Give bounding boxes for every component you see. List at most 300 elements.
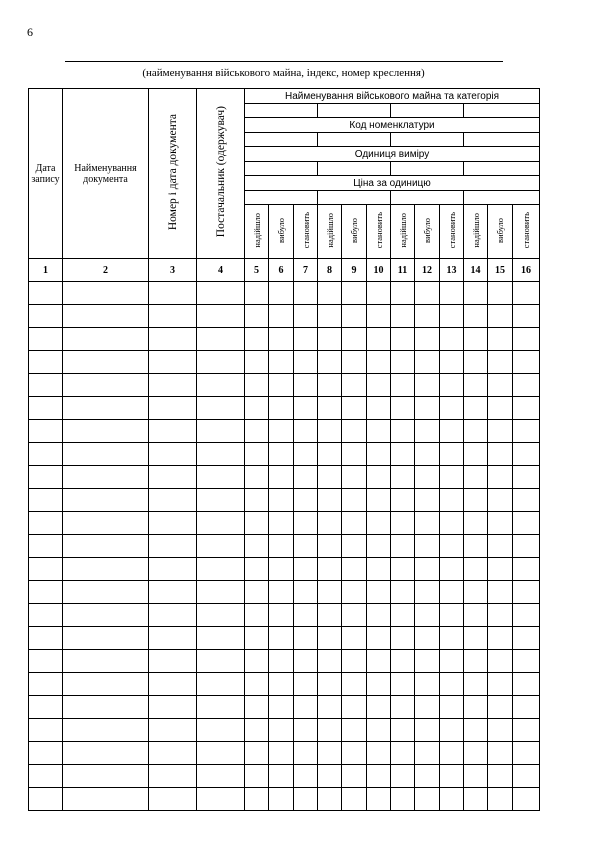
table-cell[interactable] — [342, 374, 367, 397]
table-cell[interactable] — [440, 581, 464, 604]
table-cell[interactable] — [440, 627, 464, 650]
table-cell[interactable] — [342, 420, 367, 443]
table-cell[interactable] — [513, 558, 540, 581]
table-cell[interactable] — [197, 535, 245, 558]
table-cell[interactable] — [149, 397, 197, 420]
table-cell[interactable] — [318, 512, 342, 535]
table-cell[interactable] — [342, 489, 367, 512]
table-cell[interactable] — [415, 788, 440, 811]
table-cell[interactable] — [513, 466, 540, 489]
table-cell[interactable] — [318, 466, 342, 489]
table-cell[interactable] — [63, 604, 149, 627]
table-cell[interactable] — [440, 558, 464, 581]
table-cell[interactable] — [464, 489, 488, 512]
table-cell[interactable] — [391, 742, 415, 765]
table-cell[interactable] — [63, 719, 149, 742]
table-cell[interactable] — [415, 351, 440, 374]
table-cell[interactable] — [391, 604, 415, 627]
table-cell[interactable] — [245, 489, 269, 512]
table-cell[interactable] — [488, 673, 513, 696]
table-cell[interactable] — [29, 397, 63, 420]
table-cell[interactable] — [391, 627, 415, 650]
table-cell[interactable] — [294, 512, 318, 535]
table-cell[interactable] — [63, 351, 149, 374]
table-cell[interactable] — [63, 443, 149, 466]
table-cell[interactable] — [63, 397, 149, 420]
table-cell[interactable] — [391, 673, 415, 696]
table-cell[interactable] — [391, 535, 415, 558]
table-cell[interactable] — [367, 397, 391, 420]
table-cell[interactable] — [294, 305, 318, 328]
table-cell[interactable] — [488, 512, 513, 535]
table-cell[interactable] — [342, 282, 367, 305]
table-cell[interactable] — [63, 788, 149, 811]
table-cell[interactable] — [513, 673, 540, 696]
table-cell[interactable] — [488, 489, 513, 512]
table-cell[interactable] — [149, 489, 197, 512]
table-cell[interactable] — [269, 604, 294, 627]
table-cell[interactable] — [318, 374, 342, 397]
table-cell[interactable] — [367, 466, 391, 489]
table-cell[interactable] — [197, 788, 245, 811]
table-cell[interactable] — [464, 650, 488, 673]
table-cell[interactable] — [29, 512, 63, 535]
table-cell[interactable] — [294, 351, 318, 374]
table-cell[interactable] — [367, 673, 391, 696]
table-cell[interactable] — [245, 788, 269, 811]
table-cell[interactable] — [488, 374, 513, 397]
table-cell[interactable] — [63, 282, 149, 305]
table-cell[interactable] — [294, 627, 318, 650]
table-cell[interactable] — [464, 696, 488, 719]
table-cell[interactable] — [29, 282, 63, 305]
table-cell[interactable] — [488, 466, 513, 489]
table-cell[interactable] — [464, 420, 488, 443]
table-cell[interactable] — [488, 328, 513, 351]
table-cell[interactable] — [294, 466, 318, 489]
table-cell[interactable] — [488, 604, 513, 627]
table-cell[interactable] — [245, 535, 269, 558]
table-cell[interactable] — [318, 673, 342, 696]
table-cell[interactable] — [391, 328, 415, 351]
table-cell[interactable] — [245, 696, 269, 719]
table-cell[interactable] — [513, 305, 540, 328]
table-cell[interactable] — [197, 397, 245, 420]
table-cell[interactable] — [440, 443, 464, 466]
table-cell[interactable] — [245, 282, 269, 305]
table-cell[interactable] — [440, 282, 464, 305]
table-cell[interactable] — [342, 397, 367, 420]
table-cell[interactable] — [440, 719, 464, 742]
table-cell[interactable] — [245, 443, 269, 466]
table-cell[interactable] — [440, 397, 464, 420]
table-cell[interactable] — [440, 673, 464, 696]
table-cell[interactable] — [440, 466, 464, 489]
table-cell[interactable] — [513, 282, 540, 305]
table-cell[interactable] — [342, 719, 367, 742]
table-cell[interactable] — [488, 581, 513, 604]
table-cell[interactable] — [269, 765, 294, 788]
table-cell[interactable] — [197, 512, 245, 535]
table-cell[interactable] — [440, 535, 464, 558]
table-cell[interactable] — [197, 443, 245, 466]
table-cell[interactable] — [149, 512, 197, 535]
table-cell[interactable] — [149, 374, 197, 397]
table-cell[interactable] — [294, 328, 318, 351]
table-cell[interactable] — [513, 351, 540, 374]
table-cell[interactable] — [29, 627, 63, 650]
table-cell[interactable] — [464, 604, 488, 627]
table-cell[interactable] — [149, 443, 197, 466]
table-cell[interactable] — [197, 351, 245, 374]
table-cell[interactable] — [294, 650, 318, 673]
table-cell[interactable] — [367, 305, 391, 328]
table-cell[interactable] — [464, 558, 488, 581]
table-cell[interactable] — [367, 489, 391, 512]
table-cell[interactable] — [63, 558, 149, 581]
table-cell[interactable] — [440, 650, 464, 673]
table-cell[interactable] — [149, 305, 197, 328]
table-cell[interactable] — [29, 443, 63, 466]
table-cell[interactable] — [294, 535, 318, 558]
table-cell[interactable] — [245, 305, 269, 328]
table-cell[interactable] — [29, 420, 63, 443]
table-cell[interactable] — [197, 305, 245, 328]
table-cell[interactable] — [415, 282, 440, 305]
table-cell[interactable] — [269, 397, 294, 420]
table-cell[interactable] — [488, 535, 513, 558]
table-cell[interactable] — [245, 627, 269, 650]
table-cell[interactable] — [63, 627, 149, 650]
table-cell[interactable] — [294, 558, 318, 581]
table-cell[interactable] — [197, 282, 245, 305]
table-cell[interactable] — [197, 765, 245, 788]
table-cell[interactable] — [391, 650, 415, 673]
table-cell[interactable] — [342, 443, 367, 466]
table-cell[interactable] — [294, 765, 318, 788]
table-cell[interactable] — [367, 351, 391, 374]
table-cell[interactable] — [513, 788, 540, 811]
table-cell[interactable] — [29, 535, 63, 558]
table-cell[interactable] — [513, 535, 540, 558]
table-cell[interactable] — [318, 420, 342, 443]
table-cell[interactable] — [488, 788, 513, 811]
table-cell[interactable] — [197, 328, 245, 351]
table-cell[interactable] — [513, 650, 540, 673]
table-cell[interactable] — [391, 581, 415, 604]
table-cell[interactable] — [63, 535, 149, 558]
table-cell[interactable] — [294, 742, 318, 765]
table-cell[interactable] — [318, 351, 342, 374]
table-cell[interactable] — [245, 374, 269, 397]
table-cell[interactable] — [318, 581, 342, 604]
table-cell[interactable] — [269, 305, 294, 328]
table-cell[interactable] — [342, 627, 367, 650]
table-cell[interactable] — [245, 328, 269, 351]
table-cell[interactable] — [488, 305, 513, 328]
table-cell[interactable] — [245, 466, 269, 489]
table-cell[interactable] — [269, 282, 294, 305]
table-cell[interactable] — [464, 719, 488, 742]
table-cell[interactable] — [415, 328, 440, 351]
table-cell[interactable] — [488, 627, 513, 650]
table-cell[interactable] — [513, 374, 540, 397]
table-cell[interactable] — [367, 765, 391, 788]
table-cell[interactable] — [415, 558, 440, 581]
table-cell[interactable] — [391, 443, 415, 466]
table-cell[interactable] — [391, 305, 415, 328]
table-cell[interactable] — [342, 696, 367, 719]
table-cell[interactable] — [367, 581, 391, 604]
table-cell[interactable] — [269, 466, 294, 489]
table-cell[interactable] — [415, 420, 440, 443]
table-cell[interactable] — [488, 443, 513, 466]
table-cell[interactable] — [367, 627, 391, 650]
table-cell[interactable] — [63, 742, 149, 765]
table-cell[interactable] — [391, 351, 415, 374]
table-cell[interactable] — [63, 581, 149, 604]
table-cell[interactable] — [513, 328, 540, 351]
table-cell[interactable] — [342, 650, 367, 673]
table-cell[interactable] — [63, 466, 149, 489]
table-cell[interactable] — [513, 719, 540, 742]
table-cell[interactable] — [342, 604, 367, 627]
table-cell[interactable] — [391, 719, 415, 742]
table-cell[interactable] — [342, 558, 367, 581]
table-cell[interactable] — [464, 351, 488, 374]
table-cell[interactable] — [269, 788, 294, 811]
table-cell[interactable] — [269, 696, 294, 719]
table-cell[interactable] — [488, 719, 513, 742]
table-cell[interactable] — [149, 650, 197, 673]
table-cell[interactable] — [391, 374, 415, 397]
table-cell[interactable] — [415, 604, 440, 627]
table-cell[interactable] — [391, 558, 415, 581]
table-cell[interactable] — [245, 650, 269, 673]
table-cell[interactable] — [29, 788, 63, 811]
table-cell[interactable] — [464, 765, 488, 788]
table-cell[interactable] — [149, 351, 197, 374]
table-cell[interactable] — [197, 742, 245, 765]
table-cell[interactable] — [440, 351, 464, 374]
table-cell[interactable] — [464, 397, 488, 420]
table-cell[interactable] — [342, 328, 367, 351]
table-cell[interactable] — [415, 719, 440, 742]
table-cell[interactable] — [29, 351, 63, 374]
table-cell[interactable] — [318, 328, 342, 351]
table-cell[interactable] — [245, 765, 269, 788]
table-cell[interactable] — [245, 604, 269, 627]
table-cell[interactable] — [63, 305, 149, 328]
table-cell[interactable] — [391, 420, 415, 443]
table-cell[interactable] — [488, 765, 513, 788]
table-cell[interactable] — [367, 512, 391, 535]
table-cell[interactable] — [63, 765, 149, 788]
table-cell[interactable] — [29, 328, 63, 351]
table-cell[interactable] — [464, 742, 488, 765]
table-cell[interactable] — [149, 420, 197, 443]
table-cell[interactable] — [464, 443, 488, 466]
table-cell[interactable] — [342, 512, 367, 535]
table-cell[interactable] — [269, 328, 294, 351]
table-cell[interactable] — [29, 650, 63, 673]
table-cell[interactable] — [149, 282, 197, 305]
table-cell[interactable] — [415, 397, 440, 420]
table-cell[interactable] — [269, 627, 294, 650]
table-cell[interactable] — [464, 673, 488, 696]
table-cell[interactable] — [440, 742, 464, 765]
table-cell[interactable] — [29, 719, 63, 742]
table-cell[interactable] — [29, 305, 63, 328]
table-cell[interactable] — [513, 443, 540, 466]
table-cell[interactable] — [269, 558, 294, 581]
table-cell[interactable] — [149, 466, 197, 489]
table-cell[interactable] — [29, 765, 63, 788]
table-cell[interactable] — [149, 673, 197, 696]
table-cell[interactable] — [318, 489, 342, 512]
table-cell[interactable] — [294, 489, 318, 512]
table-cell[interactable] — [269, 581, 294, 604]
table-cell[interactable] — [63, 673, 149, 696]
table-cell[interactable] — [318, 305, 342, 328]
table-cell[interactable] — [149, 719, 197, 742]
table-cell[interactable] — [488, 282, 513, 305]
table-cell[interactable] — [415, 696, 440, 719]
table-cell[interactable] — [245, 673, 269, 696]
table-cell[interactable] — [197, 374, 245, 397]
table-cell[interactable] — [391, 512, 415, 535]
table-cell[interactable] — [245, 558, 269, 581]
table-cell[interactable] — [513, 604, 540, 627]
table-cell[interactable] — [464, 512, 488, 535]
table-cell[interactable] — [318, 696, 342, 719]
table-cell[interactable] — [269, 650, 294, 673]
table-cell[interactable] — [197, 420, 245, 443]
table-cell[interactable] — [342, 581, 367, 604]
table-cell[interactable] — [367, 742, 391, 765]
table-cell[interactable] — [245, 742, 269, 765]
table-cell[interactable] — [149, 604, 197, 627]
table-cell[interactable] — [197, 650, 245, 673]
table-cell[interactable] — [440, 489, 464, 512]
table-cell[interactable] — [149, 788, 197, 811]
table-cell[interactable] — [197, 558, 245, 581]
table-cell[interactable] — [29, 374, 63, 397]
table-cell[interactable] — [464, 581, 488, 604]
table-cell[interactable] — [415, 650, 440, 673]
table-cell[interactable] — [367, 696, 391, 719]
table-cell[interactable] — [488, 696, 513, 719]
table-cell[interactable] — [464, 788, 488, 811]
table-cell[interactable] — [342, 305, 367, 328]
table-cell[interactable] — [245, 581, 269, 604]
table-cell[interactable] — [367, 282, 391, 305]
table-cell[interactable] — [440, 420, 464, 443]
table-cell[interactable] — [294, 282, 318, 305]
table-cell[interactable] — [63, 420, 149, 443]
table-cell[interactable] — [391, 466, 415, 489]
table-cell[interactable] — [415, 742, 440, 765]
table-cell[interactable] — [367, 374, 391, 397]
table-cell[interactable] — [415, 374, 440, 397]
table-cell[interactable] — [63, 328, 149, 351]
table-cell[interactable] — [464, 374, 488, 397]
table-cell[interactable] — [440, 328, 464, 351]
table-cell[interactable] — [513, 627, 540, 650]
table-cell[interactable] — [367, 328, 391, 351]
table-cell[interactable] — [391, 765, 415, 788]
table-cell[interactable] — [269, 512, 294, 535]
table-cell[interactable] — [318, 765, 342, 788]
table-cell[interactable] — [294, 604, 318, 627]
table-cell[interactable] — [464, 535, 488, 558]
table-cell[interactable] — [318, 604, 342, 627]
table-cell[interactable] — [294, 443, 318, 466]
table-cell[interactable] — [464, 466, 488, 489]
table-cell[interactable] — [391, 788, 415, 811]
table-cell[interactable] — [318, 627, 342, 650]
table-cell[interactable] — [415, 765, 440, 788]
table-cell[interactable] — [269, 351, 294, 374]
table-cell[interactable] — [367, 443, 391, 466]
table-cell[interactable] — [391, 282, 415, 305]
table-cell[interactable] — [513, 420, 540, 443]
table-cell[interactable] — [245, 719, 269, 742]
table-cell[interactable] — [415, 305, 440, 328]
table-cell[interactable] — [513, 765, 540, 788]
table-cell[interactable] — [415, 535, 440, 558]
table-cell[interactable] — [391, 489, 415, 512]
table-cell[interactable] — [269, 673, 294, 696]
table-cell[interactable] — [269, 535, 294, 558]
table-cell[interactable] — [488, 420, 513, 443]
table-cell[interactable] — [342, 351, 367, 374]
table-cell[interactable] — [367, 535, 391, 558]
table-cell[interactable] — [513, 512, 540, 535]
table-cell[interactable] — [294, 581, 318, 604]
table-cell[interactable] — [415, 489, 440, 512]
table-cell[interactable] — [294, 719, 318, 742]
table-cell[interactable] — [245, 512, 269, 535]
table-cell[interactable] — [245, 351, 269, 374]
table-cell[interactable] — [63, 696, 149, 719]
table-cell[interactable] — [488, 397, 513, 420]
table-cell[interactable] — [391, 696, 415, 719]
table-cell[interactable] — [318, 742, 342, 765]
table-cell[interactable] — [391, 397, 415, 420]
table-cell[interactable] — [464, 328, 488, 351]
table-cell[interactable] — [342, 535, 367, 558]
table-cell[interactable] — [269, 420, 294, 443]
table-cell[interactable] — [440, 765, 464, 788]
table-cell[interactable] — [197, 627, 245, 650]
table-cell[interactable] — [294, 397, 318, 420]
table-cell[interactable] — [367, 420, 391, 443]
table-cell[interactable] — [513, 696, 540, 719]
table-cell[interactable] — [29, 489, 63, 512]
table-cell[interactable] — [294, 696, 318, 719]
table-cell[interactable] — [149, 742, 197, 765]
table-cell[interactable] — [367, 558, 391, 581]
table-cell[interactable] — [318, 282, 342, 305]
table-cell[interactable] — [440, 696, 464, 719]
table-cell[interactable] — [367, 650, 391, 673]
table-cell[interactable] — [318, 535, 342, 558]
table-cell[interactable] — [63, 489, 149, 512]
table-cell[interactable] — [318, 650, 342, 673]
table-cell[interactable] — [149, 765, 197, 788]
table-cell[interactable] — [318, 397, 342, 420]
